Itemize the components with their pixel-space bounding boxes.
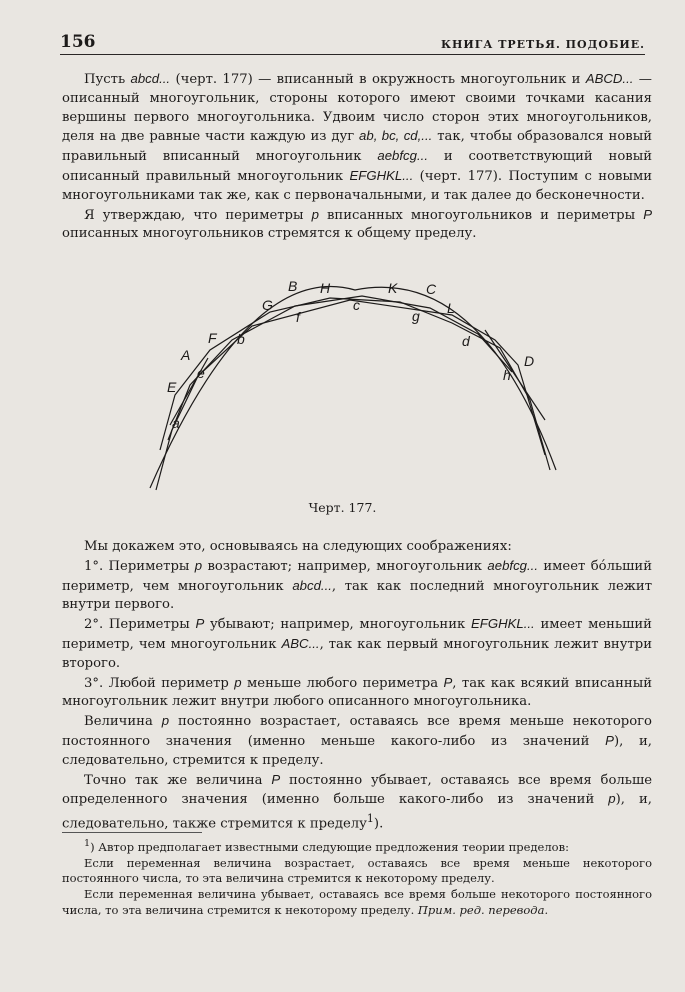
- item-3: 3°. Любой периметр p меньше любого периметра P, так как всякий вписанный многоугольник лежит внутри любого описанного многоугольника.: [62, 674, 653, 710]
- item-2: 2°. Периметры P убывают; например, многоугольник EFGHKL... имеет меньший периметр, чем многоугольник ABC..., так как первый многоугольник лежит внутри второго.: [62, 616, 653, 671]
- circumscribed-polygon: [160, 298, 550, 470]
- label-d: d: [462, 333, 470, 349]
- item-1: 1°. Периметры p возрастают; например, многоугольник aebfcg... имеет бóльший периметр, чем многоугольник abcd..., так как последний многоугольник лежит внутри первого.: [62, 557, 652, 613]
- label-B: B: [288, 278, 298, 294]
- tangent-d: [485, 330, 545, 420]
- label-a: a: [172, 415, 180, 431]
- label-h: h: [503, 367, 511, 383]
- intro-line: Мы докажем это, основываясь на следующих соображениях:: [84, 539, 512, 554]
- label-K: K: [388, 280, 398, 296]
- footnote-ref: 1: [366, 812, 374, 826]
- label-b: b: [237, 331, 245, 347]
- page-number: 156: [60, 32, 96, 52]
- paragraph-4: Точно так же величина P постоянно убывает, оставаясь все время больше определенного значения (именно больше какого-либо из значений p), и, следовательно, также стремится к пределу$^1$).: [62, 771, 653, 832]
- label-D: D: [524, 353, 535, 369]
- footnote-1: $^1$) Автор предполагает известными следующие предложения теории пределов:: [84, 838, 569, 854]
- running-title: КНИГА ТРЕТЬЯ. ПОДОБИЕ.: [441, 38, 645, 51]
- circle-arc: [150, 287, 556, 488]
- paragraph-1: Пусть abcd... (черт. 177) — вписанный в окружность многоугольник и ABCD... — описанный многоугольник, стороны которого имеют своими точками касания вершины первого многоугольника. Удвоим число сторон этих многоугольников, деля на две равные части каждую из дуг ab, bc, cd,... так, чтобы образовался новый правильный вписанный многоугольник aebfcg... и соответствующий новый описанный правильный многоугольник EFGHKL... (черт. 177). Поступим с новыми многоугольниками так же, как с первоначальными, и так далее до бесконечности.: [62, 71, 652, 203]
- label-c: c: [353, 297, 360, 313]
- label-C: C: [426, 281, 437, 297]
- label-F: F: [208, 330, 217, 346]
- label-L: L: [447, 300, 455, 316]
- editor-note: Прим. ред. перевода.: [417, 903, 549, 918]
- label-A: A: [181, 347, 191, 363]
- label-E: E: [167, 379, 177, 395]
- paragraph-2: Я утверждаю, что периметры p вписанных многоугольников и периметры P описанных многоугольников стремятся к общему пределу.: [62, 206, 652, 242]
- label-e: e: [197, 365, 205, 381]
- label-f: f: [296, 309, 300, 325]
- paragraph-3: Величина p постоянно возрастает, оставаясь все время меньше некоторого постоянного значения (именно меньше какого-либо из значений P), и, следовательно, стремится к пределу.: [62, 713, 652, 768]
- doubled-polygon: [168, 296, 512, 440]
- label-H: H: [320, 280, 331, 296]
- footnotes: [62, 836, 652, 919]
- figure-caption: Черт. 177.: [308, 500, 377, 515]
- footnote-rule: [62, 832, 202, 833]
- footnote-decreasing: Если переменная величина убывает, оставаясь все время больше некоторого постоянного числа, то эта величина стремится к некоторому пределу. Прим. ред. перевода.: [62, 887, 652, 918]
- inscribed-polygon: [156, 300, 545, 490]
- label-g: g: [412, 308, 420, 324]
- footnote-increasing: Если переменная величина возрастает, оставаясь все время меньше некоторого постоянного числа, то эта величина стремится к некоторому пределу.: [62, 855, 652, 886]
- label-G: G: [262, 297, 273, 313]
- main-text: [62, 538, 652, 834]
